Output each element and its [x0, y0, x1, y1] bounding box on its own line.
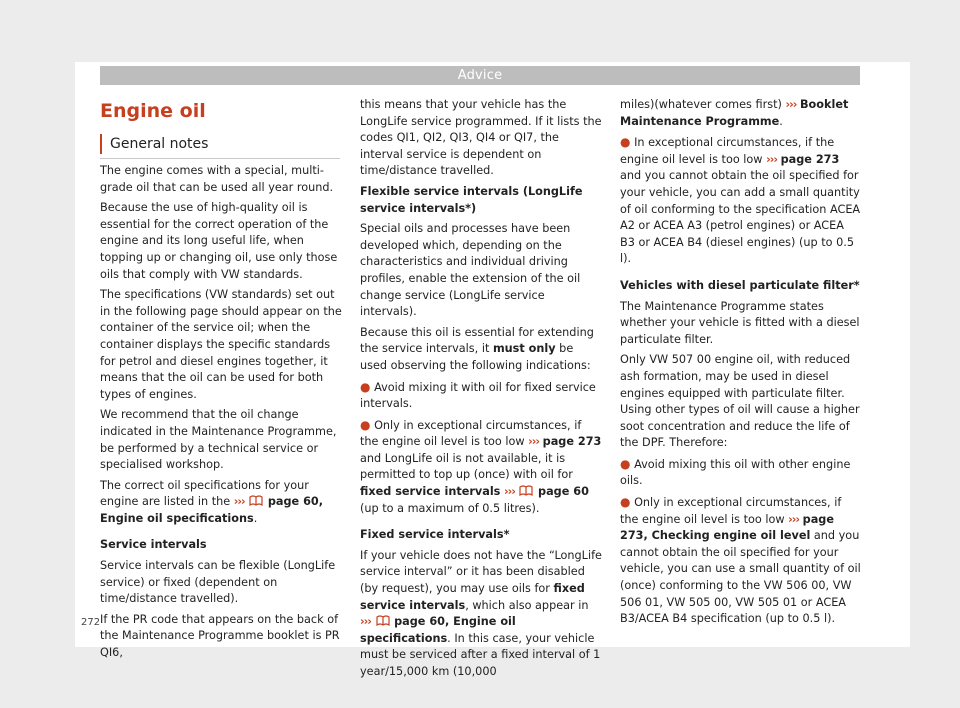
subheading-diesel-filter: Vehicles with diesel particulate filter*	[620, 278, 860, 292]
paragraph-text: be used observing the following indications:	[360, 342, 591, 372]
bullet-icon: ●	[620, 135, 631, 150]
page-number: 272	[81, 617, 101, 628]
page-reference-link[interactable]: page 60, Engine oil specifications	[100, 495, 324, 525]
page-reference-link[interactable]: page 60, Engine oil specifications	[360, 615, 516, 645]
bullet-icon: ●	[620, 495, 631, 510]
page-reference-link[interactable]: page 273, Checking engine oil level	[620, 512, 834, 543]
cross-reference-arrow: ›››	[528, 435, 540, 449]
cross-reference-arrow: ›››	[785, 98, 797, 111]
paragraph	[360, 548, 602, 681]
paragraph	[620, 97, 862, 130]
paragraph-text: miles)(whatever comes first)	[620, 98, 782, 111]
paragraph-text: .	[253, 511, 258, 525]
cross-reference-arrow: ›››	[233, 495, 245, 509]
list-item-text: and LongLife oil is not available, it is permitted to top up (once) with oil for	[360, 451, 573, 482]
subheading-flexible-intervals: Flexible service intervals (LongLife service intervals*)	[360, 184, 583, 215]
bullet-icon: ●	[360, 379, 371, 394]
paragraph-text: , which also appear in	[465, 598, 589, 612]
booklet-reference-link[interactable]: Booklet Maintenance Programme	[620, 98, 849, 128]
page-title: Engine oil	[100, 100, 206, 122]
section-subtitle: General notes	[100, 134, 340, 154]
paragraph: The engine comes with a special, multi-grade oil that can be used all year round.	[100, 164, 334, 194]
paragraph: If the PR code that appears on the back of the Maintenance Programme booklet is PR QI6,	[100, 612, 340, 660]
list-item	[620, 134, 862, 268]
paragraph: Because the use of high-quality oil is essential for the correct operation of the engine and its long useful life, when topping up or changing oil, use only those oils that comply with VW standards.	[100, 201, 338, 281]
book-icon	[376, 615, 390, 626]
list-item	[620, 494, 862, 628]
list-item-text: and you cannot obtain the oil specified for your vehicle, you can use a small quantity of oil (once) conforming to the VW 506 00, VW 506 01, VW 505 00, VW 505 01 or ACEA B3/ACEA B4 specification (up to 0.5 l).	[620, 529, 861, 626]
subtitle-divider	[100, 158, 340, 159]
list-item-text: Avoid mixing this oil with other engine oils.	[620, 457, 851, 488]
emphasis-text: must only	[492, 342, 556, 356]
book-icon	[249, 495, 263, 506]
cross-reference-arrow: ›››	[788, 512, 800, 526]
list-item-text: Only in exceptional circumstances, if the engine oil level is too low	[360, 418, 582, 449]
cross-reference-arrow: ›››	[766, 152, 778, 166]
page-reference-link[interactable]: page 60	[538, 485, 589, 499]
section-header: Advice	[100, 66, 860, 85]
book-icon	[519, 485, 533, 496]
emphasis-text: fixed service intervals	[360, 485, 501, 499]
column-3	[620, 97, 862, 632]
list-item-text: and you cannot obtain the oil specified for your vehicle, you can add a small quantity of oil conforming to the specification ACEA A2 or ACEA A3 (petrol engines) or ACEA B3 or ACEA B4 (diesel engines) (up to 0.5 l).	[620, 169, 861, 266]
column-1	[100, 163, 344, 666]
cross-reference-arrow: ›››	[360, 615, 371, 629]
subheading-fixed-intervals: Fixed service intervals*	[360, 528, 510, 542]
paragraph: this means that your vehicle has the LongLife service programmed. If it lists the codes QI1, QI2, QI3, QI4 or QI7, the interval service is dependent on time/distance travelled.	[360, 98, 602, 178]
paragraph-text: The correct oil specifications for your engine are listed in the	[100, 478, 309, 509]
list-item-text: In exceptional circumstances, if the engine oil level is too low	[620, 136, 835, 166]
list-item	[360, 379, 602, 413]
list-item	[360, 417, 602, 518]
list-item-text: Only in exceptional circumstances, if the engine oil level is too low	[620, 496, 842, 526]
page-reference-link[interactable]: page 273	[780, 152, 840, 166]
list-item-text: (up to a maximum of 0.5 litres).	[360, 501, 540, 515]
list-item-text: Avoid mixing it with oil for fixed service intervals.	[360, 380, 596, 411]
paragraph-text: If your vehicle does not have the “LongLife service interval” or it has been disabled (by request), you may use oils for	[360, 548, 602, 596]
subheading-service-intervals: Service intervals	[100, 538, 207, 552]
bullet-icon: ●	[620, 456, 631, 471]
list-item	[620, 456, 862, 490]
cross-reference-arrow: ›››	[503, 485, 515, 499]
paragraph: Special oils and processes have been developed which, depending on the characteristics and individual driving profiles, enable the extension of the oil change service (LongLife service intervals).	[360, 222, 581, 319]
bullet-icon: ●	[360, 417, 371, 432]
paragraph: The specifications (VW standards) set out in the following page should appear on the container of the service oil; when the container displays the specific standards for petrol and diesel engines together, it means that the oil can be used for both types of engines.	[100, 288, 342, 401]
emphasis-text: fixed service intervals	[360, 582, 585, 612]
column-2	[360, 97, 602, 685]
page-reference-link[interactable]: page 273	[542, 435, 602, 449]
paragraph: Only VW 507 00 engine oil, with reduced ash formation, may be used in diesel engines equipped with particulate filter. Using other types of oil will cause a higher soot concentration and reduce the life of the DPF. Therefore:	[620, 353, 860, 450]
paragraph: The Maintenance Programme states whether your vehicle is fitted with a diesel particulate filter.	[620, 299, 860, 346]
paragraph-text: Because this oil is essential for extending the service intervals, it	[360, 325, 594, 356]
paragraph: Service intervals can be flexible (LongLife service) or fixed (dependent on time/distance travelled).	[100, 559, 336, 606]
paragraph: We recommend that the oil change indicated in the Maintenance Programme, be performed by a technical service or specialised workshop.	[100, 408, 337, 472]
paragraph-text: .	[779, 114, 783, 128]
paragraph-text: . In this case, your vehicle must be serviced after a fixed interval of 1 year/15,000 km (10,000	[360, 631, 601, 678]
paragraph	[360, 325, 602, 375]
paragraph	[100, 478, 344, 528]
